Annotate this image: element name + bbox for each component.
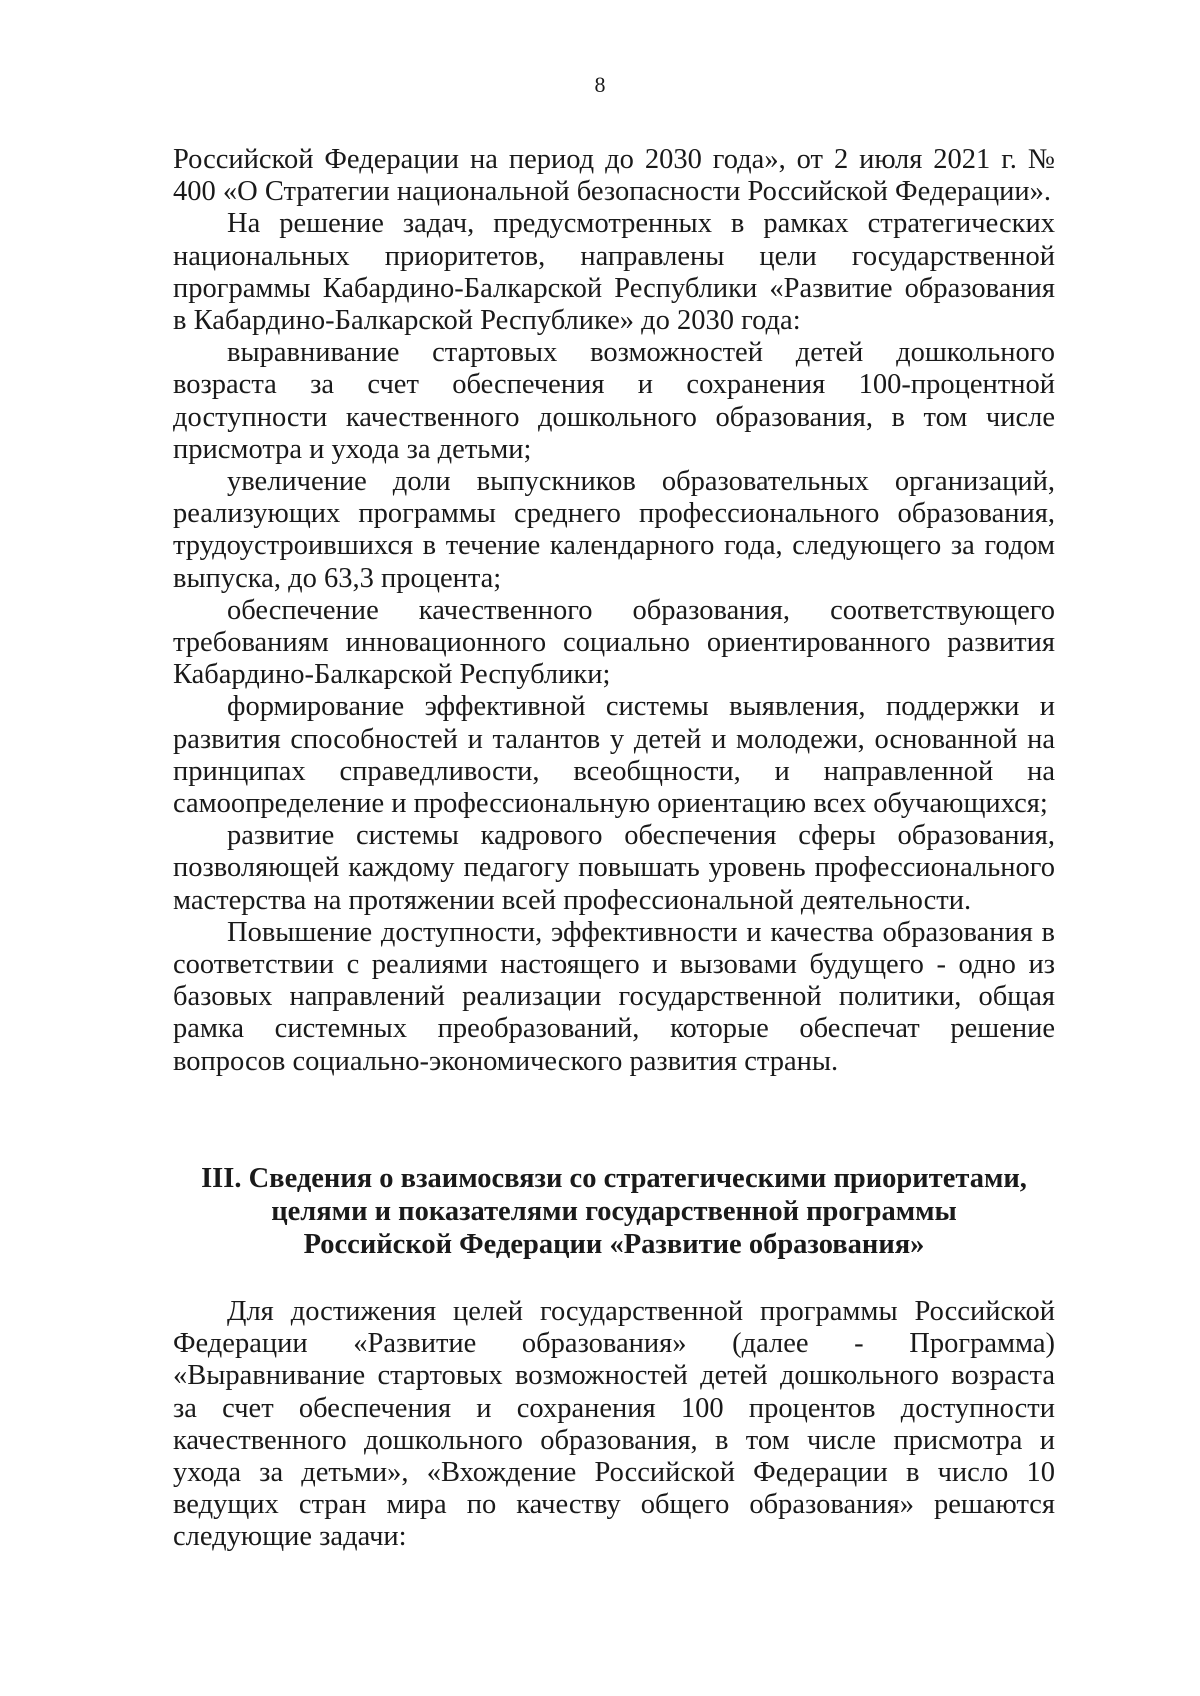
page-number: 8	[594, 72, 606, 97]
paragraph-tasks-intro: Для достижения целей государственной программы Российской Федерации «Развитие образования» (далее - Программа) «Выравнивание стартовых возможностей детей дошкольного возраста за счет обеспечения и сохранения 100 процентов доступности качественного дошкольного образования, в том числе присмотра и ухода за детьми», «Вхождение Российской Федерации в число 10 ведущих стран мира по качеству общего образования» решаются следующие задачи:	[173, 1296, 1055, 1553]
paragraph-goals-intro: На решение задач, предусмотренных в рамках стратегических национальных приоритетов, направлены цели государственной программы Кабардино-Балкарской Республики «Развитие образования в Кабардино-Балкарской Республике» до 2030 года:	[173, 208, 1055, 337]
paragraph-goal-graduates: увеличение доли выпускников образовательных организаций, реализующих программы среднего профессионального образования, трудоустроившихся в течение календарного года, следующего за годом выпуска, до 63,3 процента;	[173, 466, 1055, 594]
paragraph-goal-talents: формирование эффективной системы выявления, поддержки и развития способностей и талантов у детей и молодежи, основанной на принципах справедливости, всеобщности, и направленной на самоопределение и профессиональную ориентацию всех обучающихся;	[173, 691, 1055, 820]
section-body	[173, 1296, 1055, 1554]
section-heading-line-3: Российской Федерации «Развитие образования»	[303, 1229, 925, 1260]
paragraph-goal-preschool: выравнивание стартовых возможностей детей дошкольного возраста за счет обеспечения и сохранения 100-процентной доступности качественного дошкольного образования, в том числе присмотра и ухода за детьми;	[173, 337, 1055, 465]
paragraph-accessibility: Повышение доступности, эффективности и качества образования в соответствии с реалиями настоящего и вызовами будущего - одно из базовых направлений реализации государственной политики, общая рамка системных преобразований, которые обеспечат решение вопросов социально-экономического развития страны.	[173, 916, 1055, 1077]
paragraph-goal-quality: обеспечение качественного образования, соответствующего требованиям инновационного социально ориентированного развития Кабардино-Балкарской Республики;	[173, 594, 1055, 691]
section-heading-line-2: целями и показателями государственной программы	[271, 1196, 957, 1227]
section-heading	[173, 1162, 1055, 1261]
section-heading-line-1: III. Сведения о взаимосвязи со стратегическими приоритетами,	[201, 1163, 1027, 1194]
document-body	[173, 144, 1055, 1078]
paragraph-goal-staffing: развитие системы кадрового обеспечения сферы образования, позволяющей каждому педагогу повышать уровень профессионального мастерства на протяжении всей профессиональной деятельности.	[173, 820, 1055, 916]
paragraph-continuation: Российской Федерации на период до 2030 года», от 2 июля 2021 г. № 400 «О Стратегии национальной безопасности Российской Федерации».	[173, 144, 1055, 208]
